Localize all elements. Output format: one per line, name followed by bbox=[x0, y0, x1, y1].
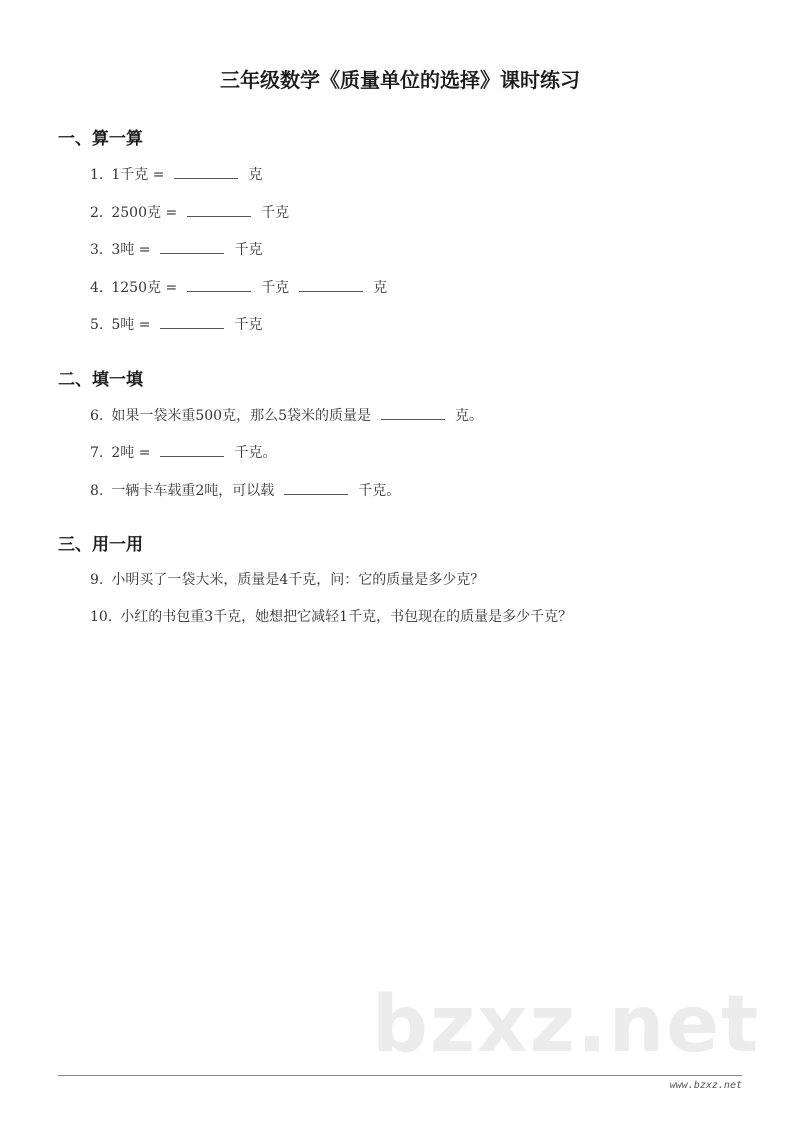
footer-divider bbox=[58, 1075, 742, 1076]
question-text: 小明买了一袋大米，质量是4千克，问：它的质量是多少克？ bbox=[111, 572, 485, 588]
question-number: 3. bbox=[90, 242, 104, 258]
question-7 bbox=[90, 442, 276, 463]
question-unit: 克 bbox=[373, 280, 388, 296]
question-number: 8. bbox=[90, 483, 104, 499]
question-6 bbox=[90, 405, 483, 426]
section-heading-1: 一、算一算 bbox=[58, 129, 143, 149]
question-number: 4. bbox=[90, 280, 104, 296]
question-text: 2500克 = bbox=[111, 205, 178, 221]
question-10 bbox=[90, 607, 572, 627]
question-unit: 克 bbox=[248, 167, 263, 183]
question-number: 9. bbox=[90, 572, 104, 588]
watermark: bzxz.net bbox=[372, 980, 761, 1070]
question-unit: 千克 bbox=[234, 242, 263, 258]
question-text: 一辆卡车载重2吨，可以载 bbox=[111, 483, 275, 499]
answer-blank[interactable] bbox=[187, 277, 251, 292]
question-3 bbox=[90, 239, 262, 260]
question-number: 2. bbox=[90, 205, 104, 221]
question-unit: 千克 bbox=[234, 317, 263, 333]
page-title: 三年级数学《质量单位的选择》课时练习 bbox=[220, 68, 580, 92]
question-unit: 千克。 bbox=[234, 445, 277, 461]
answer-blank[interactable] bbox=[187, 202, 251, 217]
section-heading-3: 三、用一用 bbox=[58, 535, 143, 555]
section-heading-2: 二、填一填 bbox=[58, 370, 143, 390]
question-unit: 千克 bbox=[261, 205, 290, 221]
question-text: 5吨 = bbox=[111, 317, 151, 333]
answer-blank[interactable] bbox=[174, 164, 238, 179]
question-2 bbox=[90, 202, 289, 223]
question-number: 7. bbox=[90, 445, 104, 461]
question-number: 10. bbox=[90, 609, 113, 625]
question-text: 如果一袋米重500克，那么5袋米的质量是 bbox=[111, 408, 371, 424]
answer-blank[interactable] bbox=[381, 405, 445, 420]
answer-blank[interactable] bbox=[160, 442, 224, 457]
question-9 bbox=[90, 570, 484, 590]
question-text: 1250克 = bbox=[111, 280, 178, 296]
footer-url: www.bzxz.net bbox=[669, 1080, 742, 1091]
question-number: 5. bbox=[90, 317, 104, 333]
question-unit: 千克 bbox=[261, 280, 290, 296]
question-text: 2吨 = bbox=[111, 445, 151, 461]
question-number: 6. bbox=[90, 408, 104, 424]
answer-blank[interactable] bbox=[299, 277, 363, 292]
question-unit: 千克。 bbox=[358, 483, 401, 499]
question-4 bbox=[90, 277, 387, 298]
question-text: 3吨 = bbox=[111, 242, 151, 258]
question-unit: 克。 bbox=[455, 408, 483, 424]
question-5 bbox=[90, 314, 262, 335]
answer-blank[interactable] bbox=[160, 239, 224, 254]
answer-blank[interactable] bbox=[284, 480, 348, 495]
question-8 bbox=[90, 480, 400, 501]
answer-blank[interactable] bbox=[160, 314, 224, 329]
question-text: 1千克 = bbox=[111, 167, 165, 183]
question-number: 1. bbox=[90, 167, 104, 183]
question-1 bbox=[90, 164, 262, 185]
question-text: 小红的书包重3千克，她想把它减轻1千克，书包现在的质量是多少千克？ bbox=[120, 609, 573, 625]
